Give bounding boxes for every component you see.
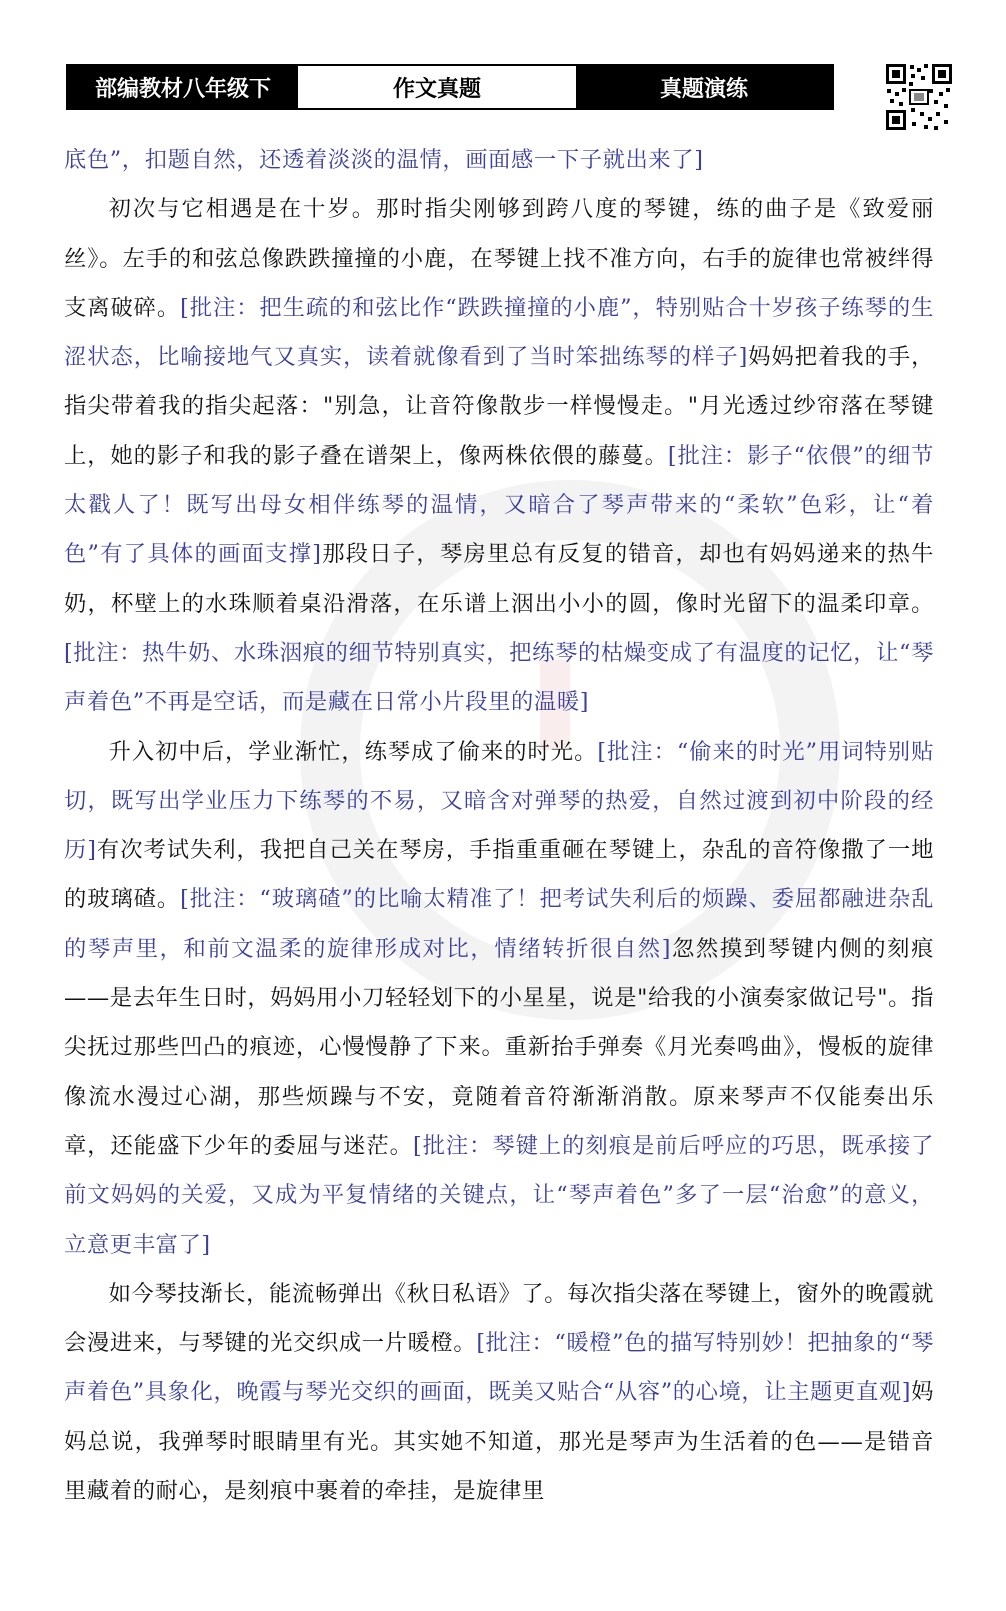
- essay-paragraph: [64, 728, 934, 1270]
- essay-text: 有次考试失利，我把自己关在琴房，手指重重砸在琴键上，杂乱的音符像撒了一地的玻璃碴。: [64, 837, 934, 913]
- annotation-text: [批注：“偷来的时光”用词特别贴切，既写出学业压力下练琴的不易，又暗含对弹琴的热爱，自然过渡到初中阶段的经历]: [64, 738, 934, 864]
- essay-paragraph: [64, 136, 934, 185]
- header-center-label: 作文真题: [298, 66, 576, 108]
- annotation-text: [批注：热牛奶、水珠洇痕的细节特别真实，把练琴的枯燥变成了有温度的记忆，让“琴声着色”不再是空话，而是藏在日常小片段里的温暖]: [64, 639, 934, 716]
- annotation-text: [批注：“玻璃碴”的比喻太精准了！把考试失利后的烦躁、委屈都融进杂乱的琴声里，和前文温柔的旋律形成对比，情绪转折很自然]: [64, 886, 934, 962]
- essay-paragraph: [64, 1270, 934, 1516]
- essay-text: 升入初中后，学业渐忙，练琴成了偷来的时光。: [108, 738, 598, 765]
- annotation-text: [批注：把生疏的和弦比作“跌跌撞撞的小鹿”，特别贴合十岁孩子练琴的生涩状态，比喻接地气又真实，读着就像看到了当时笨拙练琴的样子]: [64, 294, 934, 371]
- essay-paragraph: [64, 185, 934, 727]
- essay-text: 初次与它相遇是在十岁。那时指尖刚够到跨八度的琴键，练的曲子是《致爱丽丝》。左手的和弦总像跌跌撞撞的小鹿，在琴键上找不准方向，右手的旋律也常被绊得支离破碎。: [64, 196, 934, 321]
- annotation-text: [批注：影子“依偎”的细节太戳人了！既写出母女相伴练琴的温情，又暗合了琴声带来的“柔软”色彩，让“着色”有了具体的画面支撑]: [64, 442, 934, 568]
- essay-text: 如今琴技渐长，能流畅弹出《秋日私语》了。每次指尖落在琴键上，窗外的晚霞就会漫进来，与琴键的光交织成一片暖橙。: [64, 1280, 934, 1357]
- essay-body: [64, 136, 934, 1516]
- annotation-text: 底色”，扣题自然，还透着淡淡的温情，画面感一下子就出来了]: [64, 147, 704, 173]
- header-right-label: 真题演练: [576, 66, 832, 108]
- header-bar: [66, 64, 834, 110]
- qr-code-icon: [884, 62, 954, 132]
- essay-text: 妈妈总说，我弹琴时眼睛里有光。其实她不知道，那光是琴声为生活着的色——是错音里藏着的耐心，是刻痕中裹着的牵挂，是旋律里: [64, 1379, 935, 1505]
- header-left-label: 部编教材八年级下: [68, 66, 298, 108]
- essay-text: 妈妈把着我的手，指尖带着我的指尖起落："别急，让音符像散步一样慢慢走。"月光透过纱帘落在琴键上，她的影子和我的影子叠在谱架上，像两株依偎的藤蔓。: [64, 344, 934, 469]
- essay-text: 忽然摸到琴键内侧的刻痕——是去年生日时，妈妈用小刀轻轻划下的小星星，说是"给我的小演奏家做记号"。指尖抚过那些凹凸的痕迹，心慢慢静了下来。重新抬手弹奏《月光奏鸣曲》，慢板的旋律像流水漫过心湖，那些烦躁与不安，竟随着音符渐渐消散。原来琴声不仅能奏出乐章，还能盛下少年的委屈与迷茫。: [64, 935, 934, 1159]
- annotation-text: [批注：“暖橙”色的描写特别妙！把抽象的“琴声着色”具象化，晚霞与琴光交织的画面，既美又贴合“从容”的心境，让主题更直观]: [64, 1330, 934, 1406]
- essay-text: 那段日子，琴房里总有反复的错音，却也有妈妈递来的热牛奶，杯壁上的水珠顺着桌沿滑落，在乐谱上洇出小小的圆，像时光留下的温柔印章。: [64, 541, 934, 617]
- annotation-text: [批注：琴键上的刻痕是前后呼应的巧思，既承接了前文妈妈的关爱，又成为平复情绪的关键点，让“琴声着色”多了一层“治愈”的意义，立意更丰富了]: [64, 1132, 934, 1258]
